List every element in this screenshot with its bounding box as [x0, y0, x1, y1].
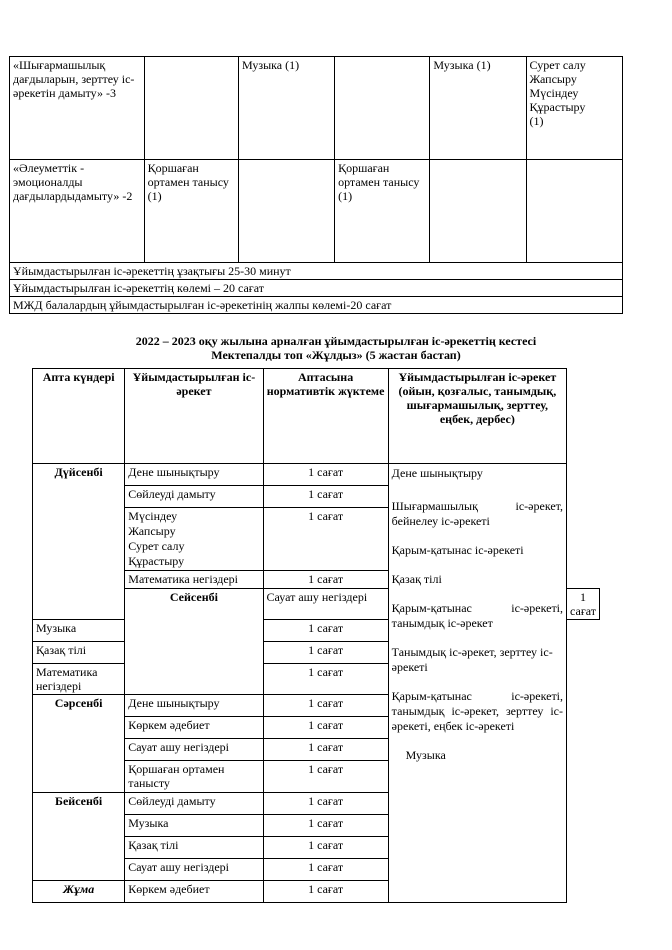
table-cell: [526, 160, 622, 263]
volume-note: Ұйымдастырылған іс-әрекеттің көлемі – 20 сағат: [10, 280, 623, 297]
activity-cell: Мүсіндеу Жапсыру Сурет салу Құрастыру: [125, 508, 263, 571]
hours-cell: 1 сағат: [567, 589, 600, 620]
table-cell: [144, 57, 238, 160]
activity-type-item: Қарым-қатынас іс-әрекеті, танымдық іс-әрекет: [391, 601, 564, 630]
header-types: Ұйымдастырылған іс-әрекет (ойын, қозғалыс, танымдық, шығармашылық, зерттеу, еңбек, дербес): [388, 369, 566, 464]
hours-cell: 1 сағат: [263, 739, 388, 761]
activity-cell: Көркем әдебиет: [125, 717, 263, 739]
schedule-table: [32, 368, 600, 903]
activity-cell: Дене шынықтыру: [125, 464, 263, 486]
table-cell: Қоршаған ортамен танысу (1): [335, 160, 430, 263]
title-line: 2022 – 2023 оқу жылына арналған ұйымдастырылған іс-әрекеттің кестесі: [135, 334, 537, 348]
activity-cell: Музыка: [33, 620, 125, 642]
header-row: [33, 369, 600, 464]
subtitle-line: Мектепалды топ «Жұлдыз» (5 жастан бастап): [211, 348, 461, 362]
hours-cell: 1 сағат: [263, 859, 388, 881]
table-cell: Музыка (1): [430, 57, 526, 160]
hours-cell: 1 сағат: [263, 664, 388, 695]
activity-cell: Дене шынықтыру: [125, 695, 263, 717]
activity-cell: Қоршаған ортамен танысту: [125, 761, 263, 793]
activity-cell: Математика негіздері: [33, 664, 125, 695]
table-row: [10, 280, 623, 297]
hours-cell: 1 сағат: [263, 837, 388, 859]
table-cell: Музыка (1): [238, 57, 334, 160]
day-friday: Жұма: [33, 881, 125, 903]
activity-cell: Сауат ашу негіздері: [263, 589, 388, 620]
table-cell: «Шығармашылық дағдыларын, зерттеу іс-әрекетін дамыту» -3: [10, 57, 145, 160]
day-wednesday: Сәрсенбі: [33, 695, 125, 793]
table-cell: [430, 160, 526, 263]
activity-cell: Сауат ашу негіздері: [125, 739, 263, 761]
duration-note: Ұйымдастырылған іс-әрекеттің ұзақтығы 25-30 минут: [10, 263, 623, 280]
hours-cell: 1 сағат: [263, 464, 388, 486]
hours-cell: 1 сағат: [263, 486, 388, 508]
activity-cell: Көркем әдебиет: [125, 881, 263, 903]
activity-cell: Сауат ашу негіздері: [125, 859, 263, 881]
table-cell: [335, 57, 430, 160]
total-volume-note: МЖД балалардың ұйымдастырылған іс-әрекетінің жалпы көлемі-20 сағат: [10, 297, 623, 314]
table-cell: Қоршаған ортамен танысу (1): [144, 160, 238, 263]
table-row: [10, 263, 623, 280]
hours-cell: 1 сағат: [263, 571, 388, 589]
activity-cell: Қазақ тілі: [33, 642, 125, 664]
table-row: [10, 160, 623, 263]
header-load: Аптасына нормативтік жүктеме: [263, 369, 388, 464]
activity-type-item: Шығармашылық іс-әрекет, бейнелеу іс-әрекеті: [391, 499, 564, 528]
table-cell: [238, 160, 334, 263]
activity-types-cell: [388, 464, 566, 903]
hours-cell: 1 сағат: [263, 793, 388, 815]
hours-cell: 1 сағат: [263, 695, 388, 717]
table-row: [33, 464, 600, 486]
activity-type-item: Танымдық іс-әрекет, зерттеу іс-әрекеті: [391, 645, 553, 674]
header-day: Апта күндері: [33, 369, 125, 464]
curriculum-table: [9, 56, 623, 314]
activity-cell: Музыка: [125, 815, 263, 837]
hours-cell: 1 сағат: [263, 815, 388, 837]
activity-cell: Математика негіздері: [125, 571, 263, 589]
day-monday: Дүйсенбі: [33, 464, 125, 620]
activity-cell: Сөйлеуді дамыту: [125, 793, 263, 815]
table-cell: «Әлеуметтік - эмоционалды дағдылардыдамыту» -2: [10, 160, 145, 263]
activity-cell: Қазақ тілі: [125, 837, 263, 859]
table-row: [10, 297, 623, 314]
hours-cell: 1 сағат: [263, 620, 388, 642]
day-tuesday: Сейсенбі: [125, 589, 263, 695]
activity-cell: Сөйлеуді дамыту: [125, 486, 263, 508]
activity-type-item: Қазақ тілі: [391, 572, 442, 586]
hours-cell: 1 сағат: [263, 642, 388, 664]
hours-cell: 1 сағат: [263, 717, 388, 739]
table-row: [10, 57, 623, 160]
activity-type-item: Қарым-қатынас іс-әрекеті, танымдық іс-әрекет, зерттеу іс- әрекеті, еңбек іс-әрекеті: [391, 689, 564, 733]
table-cell: Сурет салу Жапсыру Мүсіндеу Құрастыру (1): [526, 57, 622, 160]
activity-type-item: Дене шынықтыру: [391, 466, 483, 480]
activity-type-item: Музыка: [405, 748, 446, 762]
day-thursday: Бейсенбі: [33, 793, 125, 881]
activity-type-item: Қарым-қатынас іс-әрекеті: [391, 543, 524, 557]
hours-cell: 1 сағат: [263, 881, 388, 903]
header-activity: Ұйымдастырылған іс-әрекет: [125, 369, 263, 464]
hours-cell: 1 сағат: [263, 761, 388, 793]
hours-cell: 1 сағат: [263, 508, 388, 571]
schedule-title: [0, 334, 672, 362]
